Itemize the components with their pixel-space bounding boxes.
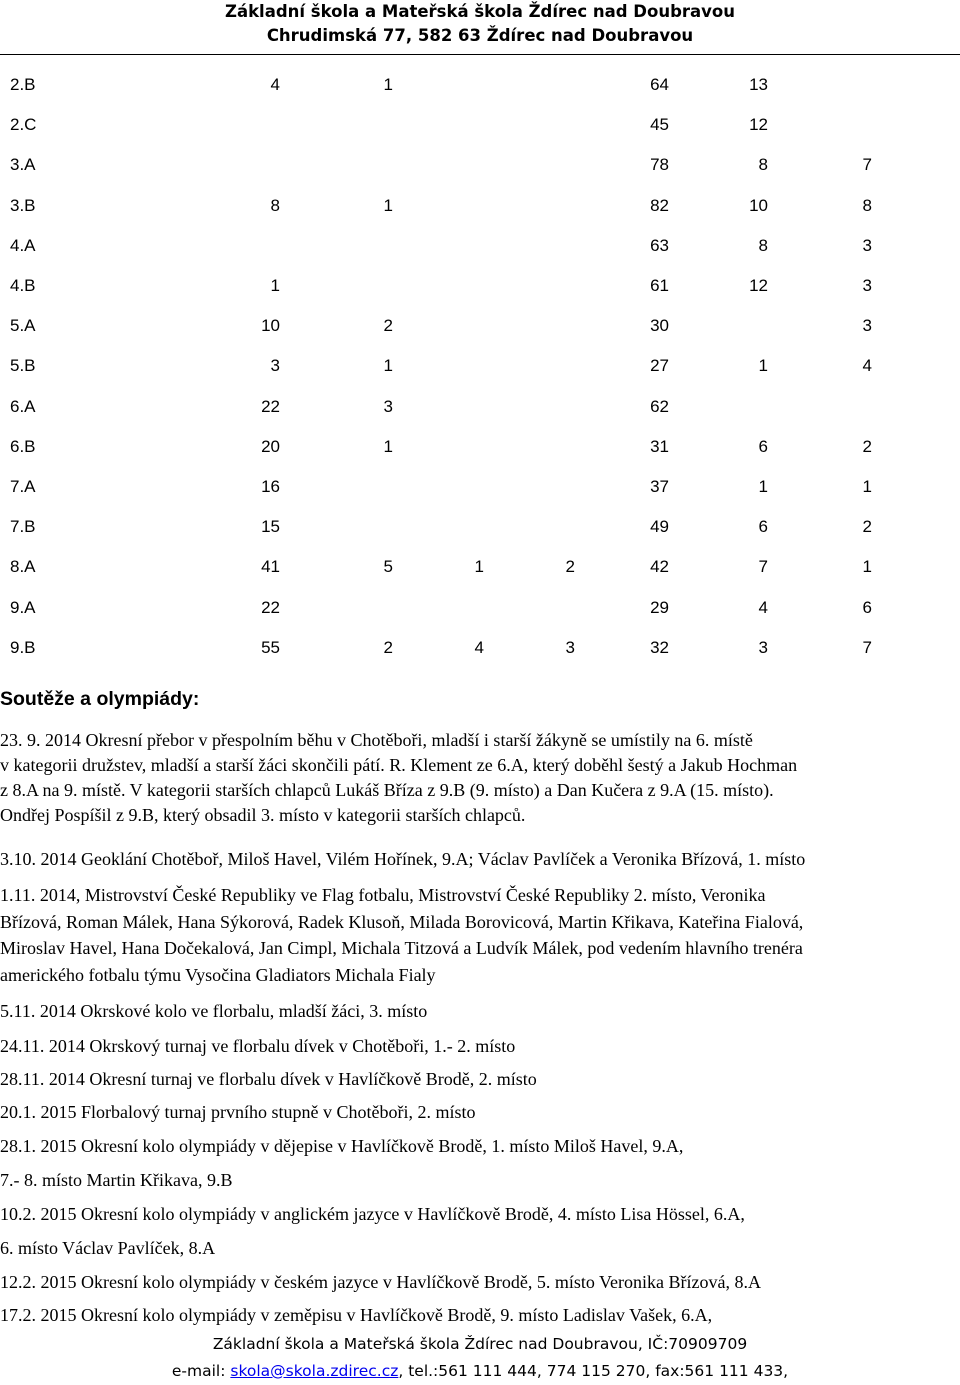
value-cell: 42 bbox=[650, 557, 669, 577]
value-cell: 61 bbox=[650, 276, 669, 296]
table-row bbox=[0, 266, 872, 306]
value-cell bbox=[484, 266, 575, 306]
class-cell: 5.B bbox=[10, 356, 36, 376]
text-line: Břízová, Roman Málek, Hana Sýkorová, Radek Klusoň, Milada Borovicová, Martin Křikava, Kateřina Fialová, bbox=[0, 911, 804, 932]
value-cell bbox=[393, 65, 484, 105]
value-cell bbox=[280, 266, 393, 306]
value-cell bbox=[90, 226, 280, 266]
value-cell: 3 bbox=[758, 637, 768, 657]
value-cell: 8 bbox=[862, 195, 872, 215]
value-cell bbox=[484, 145, 575, 185]
value-cell: 45 bbox=[650, 115, 669, 135]
entry-florbal-girls-okrsek: 24.11. 2014 Okrskový turnaj ve florbalu dívek v Chotěboři, 1.- 2. místo bbox=[0, 1036, 516, 1056]
text-line: 1.11. 2014, Mistrovství České Republiky ve Flag fotbalu, Mistrovství České Republiky 2. místo, Veronika bbox=[0, 885, 766, 905]
value-cell bbox=[280, 467, 393, 507]
value-cell: 29 bbox=[650, 597, 669, 617]
value-cell: 3 bbox=[862, 316, 872, 336]
table-row bbox=[0, 346, 872, 386]
table-row bbox=[0, 226, 872, 266]
email-label: e-mail: bbox=[171, 1362, 231, 1380]
class-cell: 2.C bbox=[10, 115, 37, 135]
class-cell: 4.A bbox=[10, 235, 36, 255]
value-cell: 1 bbox=[383, 195, 393, 215]
value-cell bbox=[484, 306, 575, 346]
value-cell bbox=[393, 145, 484, 185]
value-cell: 6 bbox=[862, 597, 872, 617]
phone-fax: , tel.:561 111 444, 774 115 270, fax:561 111 433, bbox=[398, 1362, 789, 1380]
table-row bbox=[0, 186, 872, 226]
class-cell: 9.A bbox=[10, 597, 36, 617]
table-cell-padding bbox=[0, 105, 10, 145]
value-cell: 22 bbox=[261, 396, 280, 416]
entry-florbal-boys: 5.11. 2014 Okrskové kolo ve florbalu, mladší žáci, 3. místo bbox=[0, 1001, 428, 1021]
value-cell bbox=[280, 226, 393, 266]
table-cell-padding bbox=[0, 427, 10, 467]
text-line: amerického fotbalu týmu Vysočina Gladiators Michala Fialy bbox=[0, 964, 436, 985]
value-cell bbox=[669, 387, 768, 427]
page-footer bbox=[0, 1331, 960, 1385]
value-cell: 2 bbox=[862, 517, 872, 537]
entry-history-olympiad: 28.1. 2015 Okresní kolo olympiády v dějepise v Havlíčkově Brodě, 1. místo Miloš Havel, 9.A, bbox=[0, 1136, 684, 1156]
value-cell: 1 bbox=[383, 436, 393, 456]
table-row bbox=[0, 145, 872, 185]
value-cell bbox=[393, 105, 484, 145]
table-row bbox=[0, 587, 872, 627]
value-cell: 5 bbox=[383, 557, 393, 577]
value-cell bbox=[484, 105, 575, 145]
text-line: 23. 9. 2014 Okresní přebor v přespolním běhu v Chotěboři, mladší i starší žákyně se umístily na 6. místě bbox=[0, 730, 753, 750]
value-cell bbox=[484, 346, 575, 386]
page-header bbox=[0, 0, 960, 48]
value-cell bbox=[484, 226, 575, 266]
school-name: Základní škola a Mateřská škola Ždírec nad Doubravou bbox=[224, 2, 735, 21]
value-cell: 55 bbox=[261, 637, 280, 657]
value-cell: 6 bbox=[758, 517, 768, 537]
value-cell: 78 bbox=[650, 155, 669, 175]
value-cell: 31 bbox=[650, 436, 669, 456]
value-cell: 20 bbox=[261, 436, 280, 456]
value-cell: 1 bbox=[383, 356, 393, 376]
value-cell: 7 bbox=[758, 557, 768, 577]
value-cell bbox=[393, 427, 484, 467]
entry-history-olympiad-cont: 7.- 8. místo Martin Křikava, 9.B bbox=[0, 1170, 233, 1190]
value-cell: 2 bbox=[383, 637, 393, 657]
value-cell bbox=[669, 306, 768, 346]
table-cell-padding bbox=[0, 266, 10, 306]
class-cell: 3.B bbox=[10, 195, 36, 215]
value-cell: 1 bbox=[862, 557, 872, 577]
value-cell bbox=[484, 65, 575, 105]
value-cell: 16 bbox=[261, 476, 280, 496]
results-table bbox=[0, 65, 872, 668]
value-cell bbox=[768, 105, 872, 145]
value-cell: 27 bbox=[650, 356, 669, 376]
value-cell bbox=[393, 507, 484, 547]
value-cell bbox=[484, 427, 575, 467]
class-cell: 8.A bbox=[10, 557, 36, 577]
class-cell: 4.B bbox=[10, 276, 36, 296]
table-cell-padding bbox=[0, 226, 10, 266]
table-cell-padding bbox=[0, 186, 10, 226]
value-cell bbox=[484, 467, 575, 507]
class-cell: 6.A bbox=[10, 396, 36, 416]
class-cell: 7.B bbox=[10, 517, 36, 537]
footer-school-id: Základní škola a Mateřská škola Ždírec nad Doubravou, IČ:70909709 bbox=[212, 1335, 748, 1353]
table-cell-padding bbox=[0, 507, 10, 547]
value-cell: 4 bbox=[474, 637, 484, 657]
value-cell: 82 bbox=[650, 195, 669, 215]
table-row bbox=[0, 547, 872, 587]
entry-english-olympiad-cont: 6. místo Václav Pavlíček, 8.A bbox=[0, 1238, 216, 1258]
value-cell: 1 bbox=[383, 75, 393, 95]
results-table-body bbox=[0, 65, 872, 668]
value-cell bbox=[90, 105, 280, 145]
value-cell bbox=[484, 186, 575, 226]
value-cell: 64 bbox=[650, 75, 669, 95]
value-cell bbox=[280, 145, 393, 185]
value-cell: 4 bbox=[758, 597, 768, 617]
value-cell bbox=[768, 387, 872, 427]
paragraph-cross-country bbox=[0, 728, 958, 828]
class-cell: 7.A bbox=[10, 476, 36, 496]
value-cell bbox=[484, 587, 575, 627]
value-cell: 3 bbox=[270, 356, 280, 376]
paragraph-flag-football bbox=[0, 883, 958, 989]
table-cell-padding bbox=[0, 346, 10, 386]
value-cell: 1 bbox=[758, 356, 768, 376]
value-cell bbox=[393, 387, 484, 427]
value-cell: 63 bbox=[650, 235, 669, 255]
value-cell: 62 bbox=[650, 396, 669, 416]
table-cell-padding bbox=[0, 587, 10, 627]
table-row bbox=[0, 306, 872, 346]
table-row bbox=[0, 65, 872, 105]
value-cell: 3 bbox=[862, 235, 872, 255]
table-row bbox=[0, 387, 872, 427]
value-cell: 37 bbox=[650, 476, 669, 496]
value-cell: 10 bbox=[261, 316, 280, 336]
value-cell: 7 bbox=[862, 637, 872, 657]
value-cell: 1 bbox=[758, 476, 768, 496]
value-cell bbox=[393, 306, 484, 346]
value-cell: 49 bbox=[650, 517, 669, 537]
text-line: Ondřej Pospíšil z 9.B, který obsadil 3. místo v kategorii starších chlapců. bbox=[0, 805, 526, 825]
table-row bbox=[0, 467, 872, 507]
value-cell: 3 bbox=[862, 276, 872, 296]
class-cell: 5.A bbox=[10, 316, 36, 336]
section-title: Soutěže a olympiády: bbox=[0, 688, 200, 710]
table-cell-padding bbox=[0, 547, 10, 587]
entry-florbal-girls-okres: 28.11. 2014 Okresní turnaj ve florbalu dívek v Havlíčkově Brodě, 2. místo bbox=[0, 1069, 537, 1089]
entry-geography-olympiad: 17.2. 2015 Okresní kolo olympiády v zeměpisu v Havlíčkově Brodě, 9. místo Ladislav Vašek, 6.A, bbox=[0, 1305, 713, 1325]
value-cell: 8 bbox=[270, 195, 280, 215]
value-cell bbox=[280, 507, 393, 547]
table-cell-padding bbox=[0, 467, 10, 507]
value-cell: 2 bbox=[565, 557, 575, 577]
value-cell: 12 bbox=[749, 115, 768, 135]
value-cell bbox=[393, 467, 484, 507]
value-cell: 15 bbox=[261, 517, 280, 537]
entry-czech-olympiad: 12.2. 2015 Okresní kolo olympiády v českém jazyce v Havlíčkově Brodě, 5. místo Veronika Břízová, 8.A bbox=[0, 1272, 762, 1292]
table-row bbox=[0, 427, 872, 467]
table-cell-padding bbox=[0, 306, 10, 346]
value-cell bbox=[280, 105, 393, 145]
value-cell bbox=[484, 387, 575, 427]
value-cell: 3 bbox=[565, 637, 575, 657]
value-cell: 10 bbox=[749, 195, 768, 215]
text-line: Miroslav Havel, Hana Dočekalová, Jan Cimpl, Michala Titzová a Ludvík Málek, pod vedením hlavního trenéra bbox=[0, 938, 803, 958]
value-cell bbox=[393, 346, 484, 386]
value-cell: 2 bbox=[862, 436, 872, 456]
value-cell: 8 bbox=[758, 155, 768, 175]
class-cell: 9.B bbox=[10, 637, 36, 657]
value-cell bbox=[280, 587, 393, 627]
table-row bbox=[0, 105, 872, 145]
value-cell bbox=[768, 65, 872, 105]
value-cell: 32 bbox=[650, 637, 669, 657]
value-cell: 41 bbox=[261, 557, 280, 577]
value-cell bbox=[484, 507, 575, 547]
value-cell: 8 bbox=[758, 235, 768, 255]
class-cell: 6.B bbox=[10, 436, 36, 456]
table-cell-padding bbox=[0, 628, 10, 668]
value-cell: 4 bbox=[862, 356, 872, 376]
value-cell: 2 bbox=[383, 316, 393, 336]
value-cell: 6 bbox=[758, 436, 768, 456]
value-cell bbox=[393, 186, 484, 226]
value-cell: 3 bbox=[383, 396, 393, 416]
class-cell: 3.A bbox=[10, 155, 36, 175]
table-row bbox=[0, 507, 872, 547]
value-cell: 1 bbox=[474, 557, 484, 577]
text-line: v kategorii družstev, mladší a starší žáci skončili pátí. R. Klement ze 6.A, který doběhl šestý a Jakub Hochman bbox=[0, 755, 798, 775]
value-cell bbox=[393, 266, 484, 306]
entry-english-olympiad: 10.2. 2015 Okresní kolo olympiády v anglickém jazyce v Havlíčkově Brodě, 4. místo Lisa Hössel, 6.A, bbox=[0, 1204, 745, 1224]
value-cell: 4 bbox=[270, 75, 280, 95]
class-cell: 2.B bbox=[10, 75, 36, 95]
email-link[interactable]: skola@skola.zdirec.cz bbox=[230, 1362, 399, 1380]
value-cell: 7 bbox=[862, 155, 872, 175]
table-row bbox=[0, 628, 872, 668]
value-cell bbox=[90, 145, 280, 185]
entry-florbal-first-grade: 20.1. 2015 Florbalový turnaj prvního stupně v Chotěboři, 2. místo bbox=[0, 1102, 476, 1122]
entry-geoklani: 3.10. 2014 Geoklání Chotěboř, Miloš Havel, Vilém Hořínek, 9.A; Václav Pavlíček a Veronika Břízová, 1. místo bbox=[0, 849, 806, 869]
table-cell-padding bbox=[0, 65, 10, 105]
value-cell: 13 bbox=[749, 75, 768, 95]
value-cell: 12 bbox=[749, 276, 768, 296]
table-cell-padding bbox=[0, 387, 10, 427]
table-cell-padding bbox=[0, 145, 10, 185]
value-cell: 1 bbox=[862, 476, 872, 496]
value-cell: 1 bbox=[270, 276, 280, 296]
text-line: z 8.A na 9. místě. V kategorii starších chlapců Lukáš Bříza z 9.B (9. místo) a Dan Kučera z 9.A (15. místo). bbox=[0, 780, 774, 800]
value-cell bbox=[393, 587, 484, 627]
value-cell: 30 bbox=[650, 316, 669, 336]
value-cell: 22 bbox=[261, 597, 280, 617]
footer-contacts bbox=[0, 1358, 960, 1385]
value-cell bbox=[393, 226, 484, 266]
school-address: Chrudimská 77, 582 63 Ždírec nad Doubravou bbox=[266, 26, 694, 45]
header-divider bbox=[0, 54, 960, 55]
